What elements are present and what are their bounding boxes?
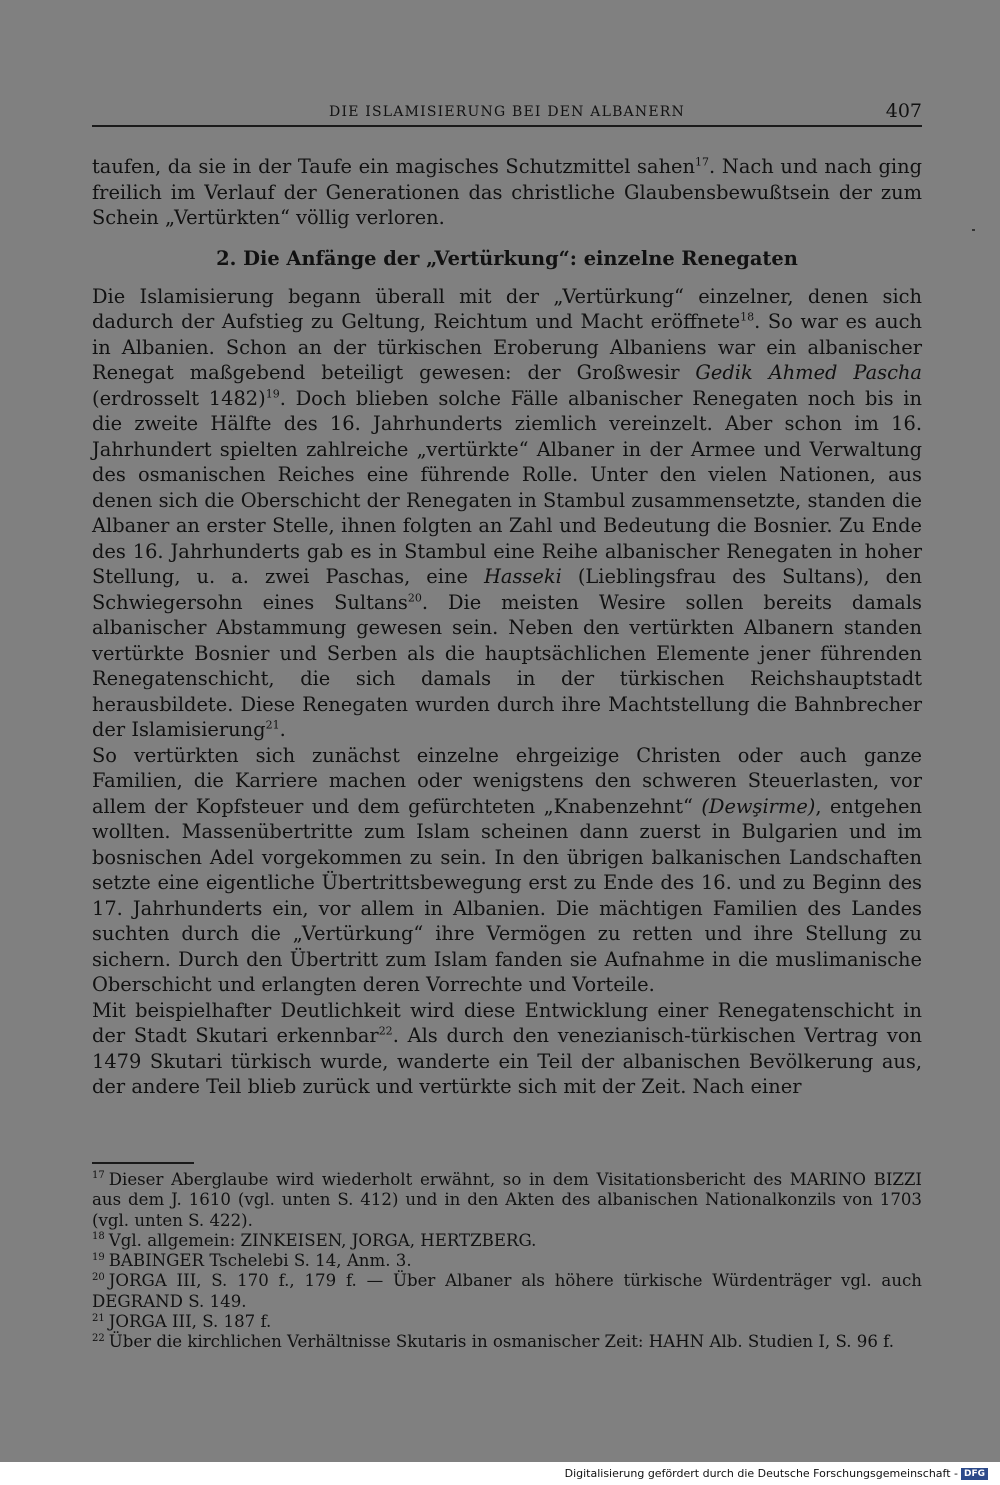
footnote bbox=[92, 1312, 922, 1332]
footnote-text: Dieser Aberglaube wird wiederholt erwähnt, so in dem Visitationsbericht des MARINO BIZZI aus dem J. 1610 (vgl. unten S. 412) und in den Akten des albanischen Nationalkonzils von 1703 (vgl. unten S. 422). bbox=[92, 1170, 922, 1230]
footnote-number: 20 bbox=[92, 1271, 105, 1283]
scan-speck bbox=[972, 229, 975, 231]
footnote-text: BABINGER Tschelebi S. 14, Anm. 3. bbox=[108, 1251, 412, 1271]
footnote-number: 18 bbox=[92, 1231, 105, 1243]
paragraph-1 bbox=[92, 284, 922, 743]
footnote-number: 22 bbox=[92, 1332, 105, 1344]
text-run: , entgehen wollten. Massenübertritte zum Islam scheinen dann zuerst in Bulgarien und im bosnischen Adel vorgekommen zu sein. In den übrigen balkanischen Landschaften setzte eine eigentliche Übertrittsbewegung erst zu Ende des 16. und zu Beginn des 17. Jahrhunderts ein, vor allem in Albanien. Die mächtigen Familien des Landes suchten durch die „Vertürkung“ ihre Vermögen zu retten und ihre Stellung zu sichern. Durch den Übertritt zum Islam fanden sie Aufnahme in die muslimanische Oberschicht und erlangten deren Vorrechte und Vorteile. bbox=[92, 794, 922, 996]
text-run: . Nach und nach ging freilich im Verlauf der Generationen das christliche Glaubensbewußtsein der zum Schein „Vertürkten“ völlig verloren. bbox=[92, 155, 922, 229]
footnote-ref-17: 17 bbox=[695, 155, 710, 169]
footnote bbox=[92, 1332, 922, 1352]
paragraph-3 bbox=[92, 998, 922, 1100]
text-run: Die Islamisierung begann überall mit der „Vertürkung“ einzelner, denen sich dadurch der Aufstieg zu Geltung, Reichtum und Macht eröffnete bbox=[92, 284, 922, 333]
footnote-text: Über die kirchlichen Verhältnisse Skutaris in osmanischer Zeit: HAHN Alb. Studien I, S. 96 f. bbox=[108, 1332, 895, 1352]
page-header bbox=[92, 100, 922, 126]
text-run: (erdrosselt 1482) bbox=[92, 386, 266, 410]
italic-term: (Dewşirme) bbox=[701, 794, 816, 818]
header-rule bbox=[92, 125, 922, 127]
text-run: . Doch blieben solche Fälle albanischer Renegaten noch bis in die zweite Hälfte des 16. Jahrhunderts ziemlich vereinzelt. Aber schon im 16. Jahrhundert spielten zahlreiche „vertürkte“ Albaner in der Armee und Verwaltung des osmanischen Reiches eine führende Rolle. Unter den vielen Nationen, aus denen sich die Oberschicht der Renegaten in Stambul zusammensetzte, standen die Albaner an erster Stelle, ihnen folgten an Zahl und Bedeutung die Bosnier. Zu Ende des 16. Jahrhunderts gab es in Stambul eine Reihe albanischer Renegaten in hoher Stellung, u. a. zwei Paschas, eine bbox=[92, 386, 922, 588]
text-run: . Die meisten Wesire sollen bereits damals albanischer Abstammung gewesen sein. Neben den vertürkten Albanern standen vertürkte Bosnier und Serben als die hauptsächlichen Elemente jener führenden Renegatenschicht, die sich damals in der türkischen Reichshauptstadt herausbildete. Diese Renegaten wurden durch ihre Machtstellung die Bahnbrecher der Islamisierung bbox=[92, 590, 922, 741]
footnote-text: Vgl. allgemein: ZINKEISEN, JORGA, HERTZBERG. bbox=[108, 1230, 537, 1250]
credit-text: Digitalisierung gefördert durch die Deutsche Forschungsgemeinschaft - bbox=[564, 1467, 958, 1480]
footnote bbox=[92, 1170, 922, 1231]
digitization-credit bbox=[565, 1467, 988, 1480]
footnote-number: 21 bbox=[92, 1312, 105, 1324]
footnote-text: JORGA III, S. 187 f. bbox=[108, 1312, 272, 1332]
footnote-text: JORGA III, S. 170 f., 179 f. — Über Albaner als höhere türkische Würdenträger vgl. auch DEGRAND S. 149. bbox=[92, 1271, 922, 1311]
footnote-ref-19: 19 bbox=[265, 387, 280, 401]
footnote bbox=[92, 1231, 922, 1251]
text-run: (Lieblingsfrau des Sultans), den Schwiegersohn eines Sultans bbox=[92, 565, 922, 614]
footnote-ref-20: 20 bbox=[407, 591, 422, 605]
text-run: . bbox=[279, 718, 286, 741]
footnotes bbox=[92, 1170, 922, 1353]
footnote-number: 17 bbox=[92, 1170, 105, 1182]
text-run: . So war es auch in Albanien. Schon an der türkischen Eroberung Albaniens war ein albanischer Renegat maßgebend beteiligt gewesen: der Großwesir bbox=[92, 310, 922, 384]
section-heading: 2. Die Anfänge der „Vertürkung“: einzelne Renegaten bbox=[216, 246, 798, 270]
italic-name: Gedik Ahmed Pascha bbox=[695, 361, 922, 384]
text-run: So vertürkten sich zunächst einzelne ehrgeizige Christen oder auch ganze Familien, die Karriere machen oder wenigstens den schweren Steuerlasten, vor allem der Kopfsteuer und dem gefürchteten „Knabenzehnt“ bbox=[92, 743, 922, 818]
footnote-ref-22: 22 bbox=[378, 1024, 393, 1038]
footnote-number: 19 bbox=[92, 1251, 105, 1263]
paragraph-intro bbox=[92, 154, 922, 231]
dfg-logo: DFG bbox=[961, 1468, 988, 1480]
body-text bbox=[92, 154, 922, 1100]
italic-term: Hasseki bbox=[484, 565, 562, 588]
running-title: DIE ISLAMISIERUNG BEI DEN ALBANERN bbox=[329, 104, 685, 120]
text-run: . Als durch den venezianisch-türkischen Vertrag von 1479 Skutari türkisch wurde, wanderte ein Teil der albanischen Bevölkerung aus, der andere Teil blieb zurück und vertürkte sich mit der Zeit. Nach einer bbox=[92, 1024, 922, 1098]
text-run: Mit beispielhafter Deutlichkeit wird diese Entwicklung einer Renegatenschicht in der Stadt Skutari erkennbar bbox=[92, 998, 922, 1047]
paragraph-2 bbox=[92, 743, 922, 998]
footnote-ref-18: 18 bbox=[740, 310, 755, 324]
text-run: taufen, da sie in der Taufe ein magisches Schutzmittel sahen bbox=[92, 155, 696, 178]
footnote bbox=[92, 1251, 922, 1271]
page-number: 407 bbox=[885, 100, 922, 122]
footnote-ref-21: 21 bbox=[265, 718, 280, 732]
footnote-rule bbox=[92, 1162, 194, 1164]
footnote bbox=[92, 1271, 922, 1312]
